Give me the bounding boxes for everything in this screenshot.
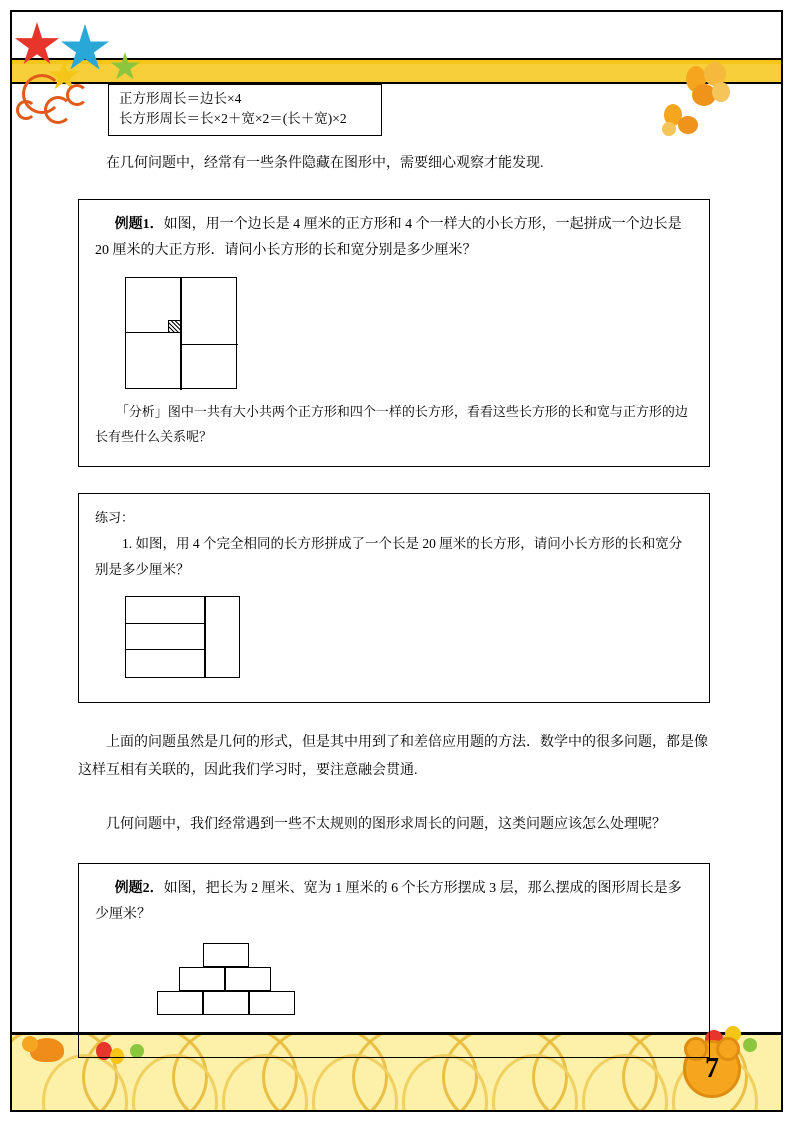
intro-paragraph: 在几何问题中，经常有一些条件隐藏在图形中，需要细心观察才能发现. [106, 155, 544, 171]
paragraph-transition: 几何问题中，我们经常遇到一些不太规则的图形求周长的问题，这类问题应该怎么处理呢？ [106, 816, 666, 832]
formula-square-perimeter: 正方形周长＝边长×4 [119, 91, 242, 106]
example-2-text: 如图，把长为 2 厘米、宽为 1 厘米的 6 个长方形摆成 3 层，那么摆成的图形周长是多少厘米？ [95, 880, 682, 923]
formula-rectangle-perimeter: 长方形周长＝长×2＋宽×2＝(长＋宽)×2 [119, 111, 347, 127]
swirl-icon [16, 100, 36, 120]
example-2-box [78, 863, 710, 1058]
brick [179, 967, 225, 991]
figure-square-composition [125, 277, 237, 389]
figure-line [126, 649, 204, 651]
practice-figure-wrap [125, 596, 693, 678]
example-1-label: 例题1． [114, 216, 164, 232]
figure-line [126, 623, 204, 625]
example-1-analysis [95, 399, 693, 450]
example-2-title [95, 876, 693, 929]
analysis-text: 图中一共有大小共两个正方形和四个一样的长方形，看看这些长方形的长和宽与正方形的边长有些什么关系呢？ [95, 403, 688, 445]
brick [157, 991, 203, 1015]
example-2-label: 例题2． [114, 880, 164, 896]
figure-line [204, 597, 206, 677]
figure-line [180, 332, 182, 390]
example-1-box [78, 199, 710, 467]
flower-petal-icon [712, 82, 730, 102]
figure-rectangle-composition [125, 596, 240, 678]
practice-item-number: 1. [122, 536, 133, 552]
paragraph-middle: 上面的问题虽然是几何的形式，但是其中用到了和差倍应用题的方法．数学中的很多问题，都是像这样互相有关联的，因此我们学习时，要注意融会贯通. [78, 734, 708, 778]
flower-petal-icon [743, 1038, 757, 1052]
analysis-label: 「分析」 [115, 403, 168, 419]
formula-box [108, 84, 382, 136]
practice-box [78, 493, 710, 703]
brick [203, 943, 249, 967]
page-number: 7 [705, 1053, 719, 1084]
bird-head-icon [22, 1036, 38, 1052]
practice-item-1 [95, 531, 693, 584]
figure-hatched-square [168, 320, 181, 333]
figure-line [180, 344, 238, 346]
example-1-text: 如图，用一个边长是 4 厘米的正方形和 4 个一样大的小长方形，一起拼成一个边长是 20 厘米的大正方形．请问小长方形的长和宽分别是多少厘米？ [95, 216, 682, 259]
brick [225, 967, 271, 991]
page-content [78, 84, 710, 1058]
brick [203, 991, 249, 1015]
brick [249, 991, 295, 1015]
example-1-title [95, 212, 693, 265]
practice-item-text: 如图，用 4 个完全相同的长方形拼成了一个长是 20 厘米的长方形，请问小长方形的长和宽分别是多少厘米？ [95, 536, 683, 578]
practice-label: 练习： [95, 509, 135, 525]
example-1-figure-wrap [125, 277, 693, 389]
figure-brick-stack [135, 943, 335, 1027]
